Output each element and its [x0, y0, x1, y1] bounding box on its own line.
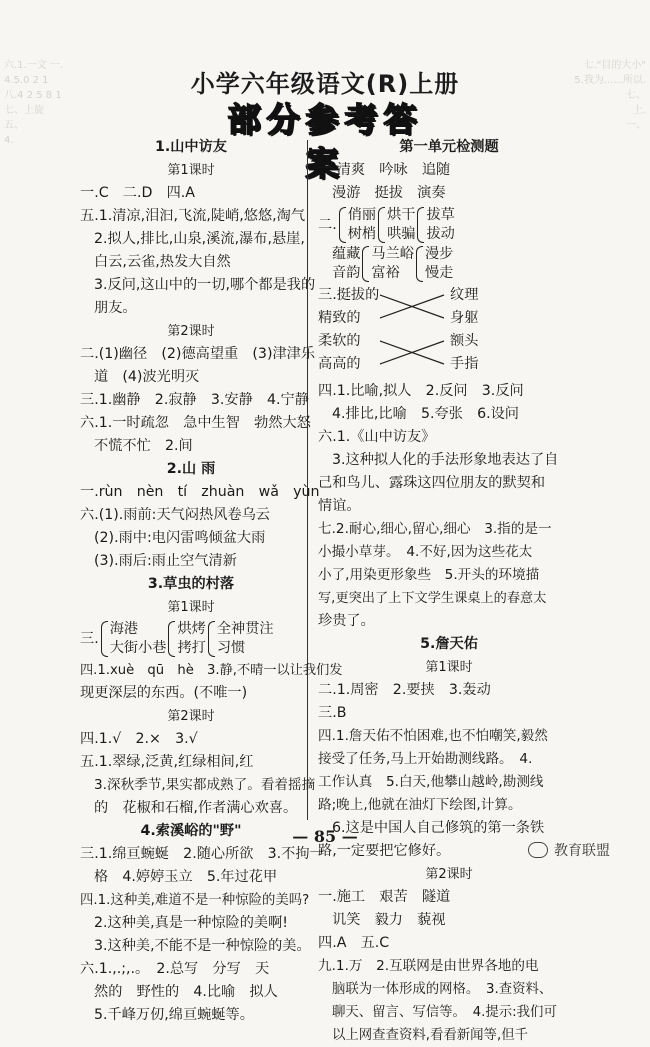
- answer-line: 四.1.√ 2.× 3.√: [80, 731, 198, 747]
- book-title: 小学六年级语文(R)上册: [190, 70, 460, 98]
- bleed-through-text-left: 六.1.一文 一. 4.5.0 2 1 八.4 2 5 8 1 七、上旋 五、 4.: [4, 60, 64, 146]
- answer-line: 七.2.耐心,细心,留心,细心 3.指的是一: [318, 521, 552, 537]
- match-right-item: 身躯: [450, 310, 479, 326]
- answer-line: 白云,云雀,热发大自然: [94, 254, 231, 270]
- answer-line: 情谊。: [318, 498, 361, 514]
- right-column: [318, 136, 580, 1047]
- answer-line: 二.1.周密 2.要挟 3.轰动: [318, 682, 491, 698]
- answer-line: 漫游 挺拔 演奏: [332, 185, 446, 201]
- answer-line: 脑联为一体形成的网格。 3.查资料、: [332, 982, 553, 997]
- match-right-item: 纹理: [450, 287, 479, 303]
- answer-line: 一.C 二.D 四.A: [80, 185, 196, 201]
- answer-line: 六.1.《山中访友》: [318, 429, 436, 445]
- answer-line: 六.(1).雨前:天气闷热风卷乌云: [80, 507, 270, 523]
- answer-line: 四.1.詹天佑不怕困难,也不怕嘲笑,毅然: [318, 728, 548, 744]
- answer-line: 四.1.xuè qū hè 3.静,不晴一以让我们发: [80, 663, 343, 678]
- answer-line: 格 4.婷婷玉立 5.年过花甲: [94, 869, 278, 885]
- answers-heading-text: 部分参考答案: [227, 100, 423, 183]
- answer-line: 讥笑 毅力 藐视: [332, 912, 446, 928]
- answer-line: 珍贵了。: [318, 613, 375, 629]
- answer-line: 然的 野性的 4.比喻 拟人: [94, 984, 278, 1000]
- page-number: — 85 —: [292, 827, 358, 846]
- period-label: 第1课时: [425, 660, 473, 675]
- answer-line: 一.清爽 吟咏 追随: [318, 162, 451, 178]
- answer-line: (3).雨后:雨止空气清新: [94, 553, 237, 569]
- period-label: 第1课时: [167, 600, 215, 615]
- period-label: 第2课时: [167, 324, 215, 339]
- answer-line: 二.(1)幽径 (2)德高望重 (3)津津乐: [80, 346, 316, 362]
- match-left-item: 三.挺拔的: [318, 287, 380, 303]
- lesson-title: 4.索溪峪的"野": [140, 823, 242, 839]
- period-label: 第2课时: [167, 709, 215, 724]
- answer-line: 接受了任务,马上开始勘测线路。 4.: [318, 751, 533, 767]
- answer-line: 一.施工 艰苦 隧道: [318, 889, 451, 905]
- watermark: [528, 840, 610, 860]
- answer-line: 三.1.幽静 2.寂静 3.安静 4.宁静: [80, 392, 309, 408]
- period-label: 第2课时: [425, 867, 473, 882]
- answer-line: 四.1.这种美,难道不是一种惊险的美吗?: [80, 893, 310, 908]
- bleed-through-text-right: 七."目的大小" 5.我为......所以. 七、 上. 一、: [574, 60, 646, 131]
- answer-line: 六.1.一时疏忽 急中生智 勃然大怒: [80, 415, 311, 431]
- answer-line: 3.反问,这山中的一切,哪个都是我的: [94, 277, 316, 293]
- word-group-brace: 三. 海港 大街小巷 烘烤 拷打 全神贯注 习惯: [80, 621, 274, 656]
- match-left-item: 高高的: [318, 356, 361, 372]
- period-label: 第1课时: [167, 163, 215, 178]
- answer-line: 2.拟人,排比,山泉,溪流,瀑布,悬崖,: [94, 231, 305, 247]
- answer-line: 四.1.比喻,拟人 2.反问 3.反问: [318, 383, 524, 399]
- answer-line: 路;晚上,他就在油灯下绘图,计算。: [318, 797, 522, 813]
- watermark-text: 教育联盟: [554, 843, 610, 859]
- answer-line: 3.这种拟人化的手法形象地表达了自: [332, 452, 559, 468]
- lesson-title: 5.詹天佑: [420, 636, 478, 652]
- answer-line: 五.1.清凉,泪汩,飞流,陡峭,悠悠,淘气: [80, 208, 306, 224]
- answer-line: 己和鸟儿、露珠这四位朋友的默契和: [318, 475, 546, 491]
- answer-line: 道 (4)波光明灭: [94, 369, 200, 385]
- answer-line: 聊天、留言、写信等。 4.提示:我们可: [332, 1005, 557, 1020]
- answer-line: 四.A 五.C: [318, 935, 390, 951]
- matching-exercise: [318, 284, 580, 380]
- word-group-brace: 二. 俏丽 树梢 烘干 哄骗 拔草 拔动: [318, 207, 455, 242]
- answer-line: 6.这是中国人自己修筑的第一条铁: [332, 820, 545, 836]
- lesson-title: 1.山中访友: [154, 139, 227, 155]
- answer-line: (2).雨中:电闪雷鸣倾盆大雨: [94, 530, 266, 546]
- answer-line: 朋友。: [94, 300, 137, 316]
- unit-test-title: 第一单元检测题: [399, 139, 499, 155]
- answer-line: 小撮小草芽。 4.不好,因为这些花太: [318, 544, 533, 560]
- answer-line: 以上网查查资料,看看新闻等,但千: [332, 1028, 528, 1043]
- answer-line: 小了,用染更形象些 5.开头的环境描: [318, 567, 540, 583]
- answer-line: 3.深秋季节,果实都成熟了。看着摇摘: [94, 777, 316, 793]
- lesson-title: 3.草虫的村落: [147, 576, 235, 592]
- answer-line: 九.1.万 2.互联网是由世界各地的电: [318, 958, 539, 974]
- match-left-item: 精致的: [318, 310, 361, 326]
- answer-line: 3.这种美,不能不是一种惊险的美。: [94, 938, 311, 954]
- answer-line: 一.rùn nèn tí zhuàn wǎ yùn: [80, 484, 320, 500]
- word-group-brace: 蕴藏 音韵 马兰峪 富裕 漫步 慢走: [332, 246, 454, 281]
- answer-line: 5.千峰万仞,绵亘蜿蜒等。: [94, 1007, 254, 1023]
- answer-line: 三.1.绵亘蜿蜒 2.随心所欲 3.不拘一: [80, 846, 324, 862]
- answer-line: 不慌不忙 2.间: [94, 438, 193, 454]
- answer-line: 三.B: [318, 705, 347, 721]
- wechat-logo-icon: [528, 842, 548, 858]
- answer-line: 六.1.,.;,.。 2.总写 分写 天: [80, 961, 270, 977]
- lesson-title: 2.山 雨: [166, 461, 216, 477]
- answer-line: 五.1.翠绿,泛黄,红绿相间,红: [80, 754, 254, 770]
- answer-line: 工作认真 5.白天,他攀山越岭,勘测线: [318, 774, 544, 790]
- answer-line: 4.排比,比喻 5.夸张 6.设问: [332, 406, 519, 422]
- match-left-item: 柔软的: [318, 333, 361, 349]
- answer-line: 2.这种美,真是一种惊险的美啊!: [94, 915, 288, 931]
- match-right-item: 额头: [450, 333, 479, 349]
- column-divider: [307, 140, 308, 820]
- answer-line: 的 花椒和石榴,作者满心欢喜。: [94, 800, 298, 816]
- answer-line: 现更深层的东西。(不唯一): [80, 685, 248, 701]
- match-right-item: 手指: [450, 356, 479, 372]
- answer-line: 写,更突出了上下文学生课桌上的春意太: [318, 591, 547, 606]
- answer-line: 路,一定要把它修好。: [318, 843, 451, 859]
